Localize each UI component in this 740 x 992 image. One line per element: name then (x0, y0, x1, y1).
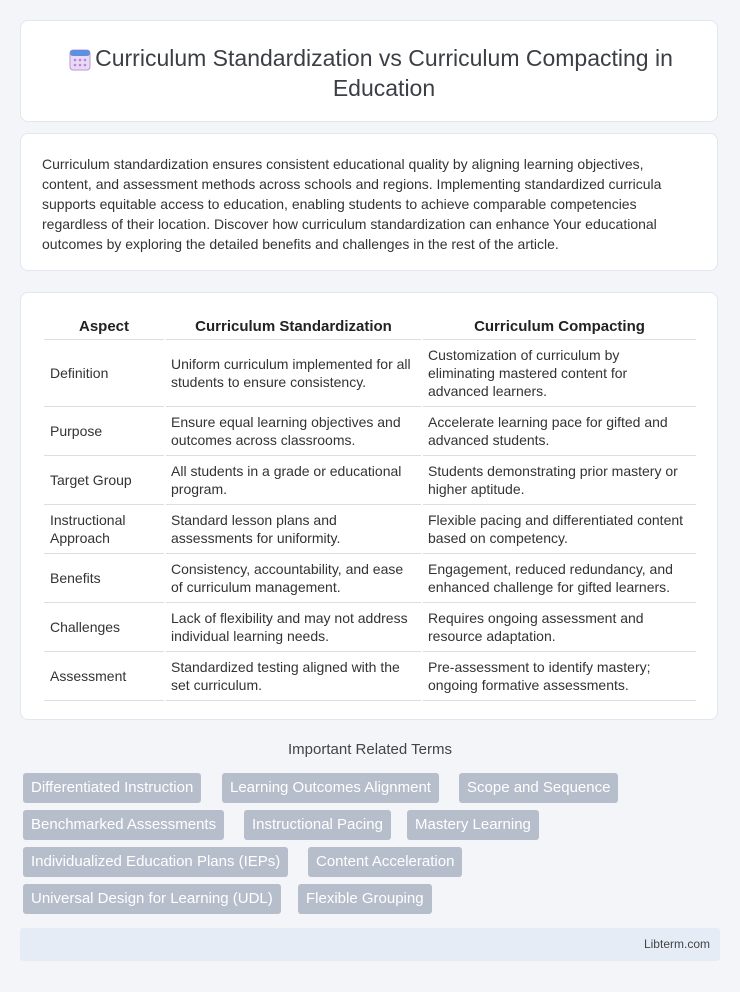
table-row (44, 652, 696, 701)
row-compacting: Accelerate learning pace for gifted and advanced students. (423, 407, 696, 456)
row-aspect: Purpose (44, 407, 164, 456)
related-term-tag[interactable]: Learning Outcomes Alignment (222, 773, 439, 803)
intro-text: Curriculum standardization ensures consistent educational quality by aligning learning objectives, content, and assessment methods across schools and regions. Implementing standardized curricula supports equitable access to education, enabling students to achieve comparable competencies regardless of their location. Discover how curriculum standardization can enhance Your educational outcomes by exploring the detailed benefits and challenges in the rest of the article. (42, 156, 662, 252)
row-standardization: Uniform curriculum implemented for all students to ensure consistency. (166, 340, 421, 407)
row-aspect: Challenges (44, 603, 164, 652)
row-aspect: Definition (44, 340, 164, 407)
related-terms-title: Important Related Terms (288, 741, 452, 758)
row-standardization: Consistency, accountability, and ease of curriculum management. (166, 554, 421, 603)
row-compacting: Customization of curriculum by eliminating mastered content for advanced learners. (423, 340, 696, 407)
row-compacting: Flexible pacing and differentiated content based on competency. (423, 505, 696, 554)
related-term-tag[interactable]: Flexible Grouping (298, 884, 432, 914)
row-compacting: Pre-assessment to identify mastery; ongoing formative assessments. (423, 652, 696, 701)
table-header-row (44, 313, 696, 340)
related-term-tag[interactable]: Differentiated Instruction (23, 773, 201, 803)
related-term-tag[interactable]: Instructional Pacing (244, 810, 391, 840)
row-aspect: Benefits (44, 554, 164, 603)
table-row (44, 340, 696, 407)
table-row (44, 407, 696, 456)
header-standardization: Curriculum Standardization (166, 313, 421, 340)
comparison-card (20, 292, 718, 720)
row-aspect: Assessment (44, 652, 164, 701)
row-standardization: Ensure equal learning objectives and outcomes across classrooms. (166, 407, 421, 456)
row-compacting: Engagement, reduced redundancy, and enhanced challenge for gifted learners. (423, 554, 696, 603)
table-row (44, 456, 696, 505)
related-term-tag[interactable]: Content Acceleration (308, 847, 462, 877)
related-term-tag[interactable]: Universal Design for Learning (UDL) (23, 884, 281, 914)
row-standardization: Lack of flexibility and may not address individual learning needs. (166, 603, 421, 652)
row-compacting: Requires ongoing assessment and resource adaptation. (423, 603, 696, 652)
page-title: Curriculum Standardization vs Curriculum Compacting in Education (95, 45, 673, 101)
row-aspect: Instructional Approach (44, 505, 164, 554)
row-compacting: Students demonstrating prior mastery or higher aptitude. (423, 456, 696, 505)
table-row (44, 554, 696, 603)
comparison-table (42, 313, 698, 701)
header-compacting: Curriculum Compacting (423, 313, 696, 340)
footer-site-link[interactable]: Libterm.com (643, 937, 710, 951)
intro-card (20, 133, 718, 271)
header-aspect: Aspect (44, 313, 164, 340)
table-row (44, 505, 696, 554)
row-standardization: All students in a grade or educational program. (166, 456, 421, 505)
table-row (44, 603, 696, 652)
related-term-tag[interactable]: Benchmarked Assessments (23, 810, 224, 840)
related-term-tag[interactable]: Mastery Learning (407, 810, 539, 840)
related-term-tag[interactable]: Scope and Sequence (459, 773, 618, 803)
row-standardization: Standardized testing aligned with the set curriculum. (166, 652, 421, 701)
row-standardization: Standard lesson plans and assessments for uniformity. (166, 505, 421, 554)
related-term-tag[interactable]: Individualized Education Plans (IEPs) (23, 847, 288, 877)
footer (20, 928, 720, 961)
row-aspect: Target Group (44, 456, 164, 505)
header-card (20, 20, 718, 122)
